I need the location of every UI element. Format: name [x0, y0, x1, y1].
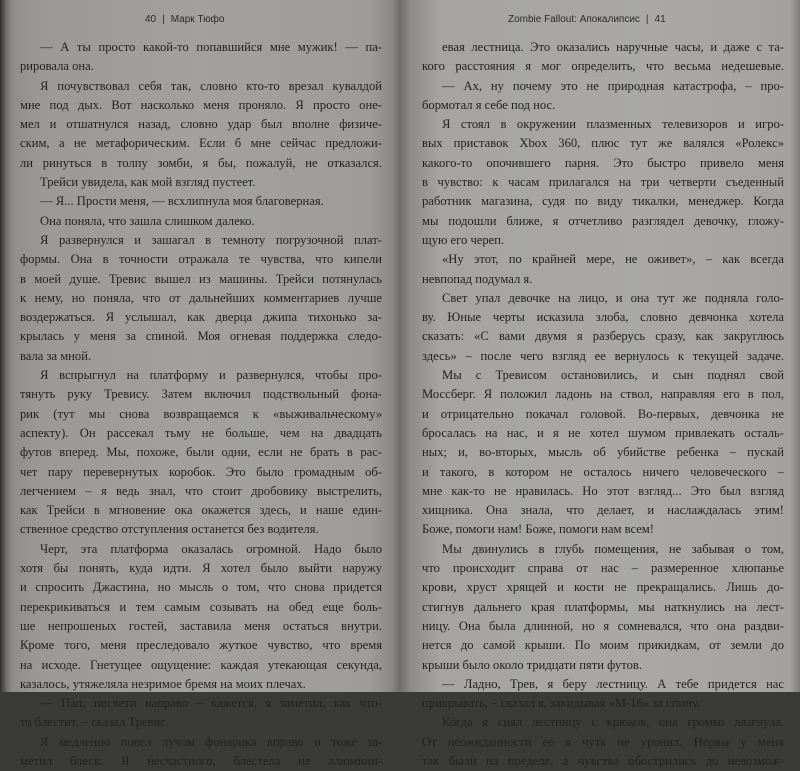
text-line: мне под дых. Вот насколько меня проняло. Я просто оне- — [20, 97, 382, 112]
text-line: Трейси увидела, как мой взгляд пустеет. — [40, 175, 256, 190]
text-line: крови, хруст хрящей и кости не прекращались. Лишь до- — [422, 580, 784, 595]
text-line: рик (тут мы снова возвращаемся к «выживальческому» — [20, 406, 382, 421]
text-line: чет пару перевернутых коробок. Это было громадным об- — [20, 464, 382, 479]
right-running-head: Zombie Fallout: Апокалипсис — [508, 14, 640, 25]
text-line: ных; и, во-вторых, мысль об убийстве ребенка – пускай — [422, 445, 784, 460]
text-line: вых приставок Xbox 360, плюс тут же валялся «Ролекс» — [422, 136, 784, 151]
text-line: Кроме того, меня преследовало жуткое чувство, что время — [20, 638, 382, 653]
text-line: кого расстояния я мог определить, что весьма недешевые. — [422, 59, 784, 74]
text-line: в чувство: к часам прилагался на три четверти съеденный — [422, 175, 784, 190]
text-line: ницу. Она была длинной, но я сомневался, что она раздви- — [422, 618, 784, 633]
text-line: евая лестница. Это оказались наручные часы, и даже с та- — [442, 40, 784, 54]
right-page — [410, 0, 794, 768]
text-line: и такого, в котором не осталось ничего человеческого – — [422, 464, 784, 479]
text-line: Мы с Тревисом остановились, и сын поднял свой — [442, 368, 784, 383]
text-line: Мы двинулись в глубь помещения, не забывая о том, — [442, 541, 784, 556]
text-line: перекрикиваться и тем самым созывать на обед еще боль- — [20, 599, 382, 614]
text-line: метил блеск. Я несчастного, блестела не алюмини- — [20, 753, 382, 768]
right-page-header — [508, 14, 666, 25]
left-page-header — [145, 14, 224, 25]
text-line: Я медленно повел лучом фонарика вправо и тоже за- — [40, 734, 382, 749]
text-line: в моей душе. Тревис вышел из машины. Трейси потянулась — [20, 271, 382, 286]
text-line: то блестит, – сказал Тревис. — [20, 715, 169, 730]
text-line: аспекту). Он рассекал тьму не больше, чем на двадцать — [20, 425, 382, 440]
text-line: к нему, но поняла, что от дальнейших комментариев лучше — [20, 290, 382, 305]
text-line: Она поняла, что зашла слишком далеко. — [40, 213, 255, 228]
text-line: Свет упал девочке на лицо, и она тут же подняла голо- — [442, 290, 784, 305]
text-line: мел и отшатнулся назад, словно удар был вполне физиче- — [20, 117, 382, 132]
text-line: легчением – я ведь знал, что стоит дробовику выстрелить, — [20, 483, 382, 498]
text-line: стигнув дальнего края платформы, мы наткнулись на лест- — [422, 599, 784, 614]
text-line: ственное средство отступления останется без водителя. — [20, 522, 319, 537]
text-line: — Ах, ну почему это не природная катастрофа, – про- — [442, 78, 784, 93]
header-separator: | — [645, 14, 649, 25]
text-line: щую его череп. — [422, 232, 505, 247]
text-line: и спросить Джастина, но мысль о том, что снова придется — [20, 580, 382, 595]
text-line: Я почувствовал себя так, словно кто-то врезал кувалдой — [40, 78, 382, 93]
right-page-number: 41 — [654, 14, 666, 25]
text-line: — Пап, посвети направо – кажется, я заметил, как что- — [40, 696, 382, 711]
text-line: ским, а не метафорическим. Если б мне сейчас предложи- — [20, 136, 382, 151]
text-line: сказать: «С вами двумя я разберусь сразу, как закруглюсь — [422, 329, 784, 344]
text-line: Я стоял в окружении плазменных телевизоров и игро- — [442, 117, 784, 132]
text-line: — Я... Прости меня, — всхлипнула моя благоверная. — [40, 194, 324, 209]
text-line: бормотал я себе под нос. — [422, 97, 556, 112]
text-line: — Ладно, Трев, я беру лестницу. А тебе придется нас — [442, 676, 784, 691]
text-line: Черт, эта платформа оказалась огромной. Надо было — [40, 541, 382, 556]
text-line: крылась у меня за спиной. Моя огневая поддержка следо- — [20, 329, 382, 344]
text-line: футов вперед. Мы, похоже, были одни, если не брать в рас- — [20, 445, 382, 460]
text-line: прикрывать, – сказал я, закидывая «М-16» за спину. — [422, 696, 701, 711]
text-line: на исходе. Гнетущее ощущение: каждая утекающая секунда, — [20, 657, 382, 672]
text-line: хищника. Она знала, что делает, и наслаждалась этим! — [422, 503, 784, 518]
text-line: Я вспрыгнул на платформу и развернулся, чтобы про- — [40, 368, 382, 383]
text-line: воздержаться. Я услышал, как дверца джипа тихонько за- — [20, 310, 382, 325]
text-line: От неожиданности ее я чуть не уронил. Нервы у меня — [422, 734, 784, 749]
left-page — [10, 0, 392, 768]
text-line: и отрицательно покачал головой. Во-первых, девчонка не — [422, 406, 784, 421]
text-line: работник магазина, судя по виду тикалки, менеджер. Когда — [422, 194, 784, 209]
text-line: рировала она. — [20, 59, 94, 74]
right-page-text — [422, 38, 784, 771]
header-separator: | — [162, 14, 165, 25]
text-line: Когда я снял лестницу с крюков, она громко лязгнула. — [442, 715, 784, 730]
text-line: здесь» – после чего взгляд ее вернулось к текущей задаче. — [422, 348, 784, 363]
text-line: Боже, помоги нам! Боже, помоги нам всем! — [422, 522, 654, 537]
text-line: мы подошли ближе, я отчетливо разглядел девочку, гложу- — [422, 213, 784, 228]
text-line: бросалась на нас, и я не хотел шумом привлекать осталь- — [422, 425, 784, 440]
text-line: так были на пределе, а чувства обострились до невозмож- — [422, 753, 784, 768]
text-line: — А ты просто какой-то попавшийся мне мужик! — па- — [40, 40, 382, 54]
text-line: что происходит справа от нас – размеренное хлюпанье — [422, 561, 784, 576]
text-line: невпопад подумал я. — [422, 271, 533, 286]
text-line: вала за мной. — [20, 348, 92, 363]
left-running-head: Марк Тюфо — [170, 14, 225, 25]
text-line: казалось, утяжеляла незримое бремя на моих плечах. — [20, 676, 306, 691]
text-line: нется до самой крыши. По моим прикидкам, от земли до — [422, 638, 784, 653]
text-line: тянуть руку Тревису. Затем включил подствольный фона- — [20, 387, 382, 402]
text-line: хотя бы понять, куда идти. Я хотел было выйти наружу — [20, 561, 382, 576]
text-line: Моссберг. Я положил ладонь на ствол, направляя его в пол, — [422, 387, 784, 402]
text-line: формы. Она в точности отражала те чувства, что кипели — [20, 252, 382, 267]
text-line: какого-то опочившего парня. Это быстро привело меня — [422, 155, 784, 170]
left-page-text — [20, 38, 382, 771]
text-line: как Трейси в мгновение ока окажется здесь, и наше един- — [20, 503, 382, 518]
text-line: ли ринуться в толпу зомби, я бы, пожалуй, не отказался. — [20, 155, 382, 170]
left-page-number: 40 — [145, 14, 157, 25]
text-line: «Ну этот, по крайней мере, не оживет», – как всегда — [442, 252, 784, 267]
text-line: Я развернулся и зашагал в темноту погрузочной плат- — [40, 232, 382, 247]
text-line: ше непрошеных гостей, заставила меня остаться внутри. — [20, 618, 382, 633]
text-line: ву. Юные черты исказила злоба, словно девчонка хотела — [422, 310, 784, 325]
text-line: мне как-то не нравилась. Но этот взгляд... Это был взгляд — [422, 483, 784, 498]
text-line: крыши было около тридцати пяти футов. — [422, 657, 642, 672]
